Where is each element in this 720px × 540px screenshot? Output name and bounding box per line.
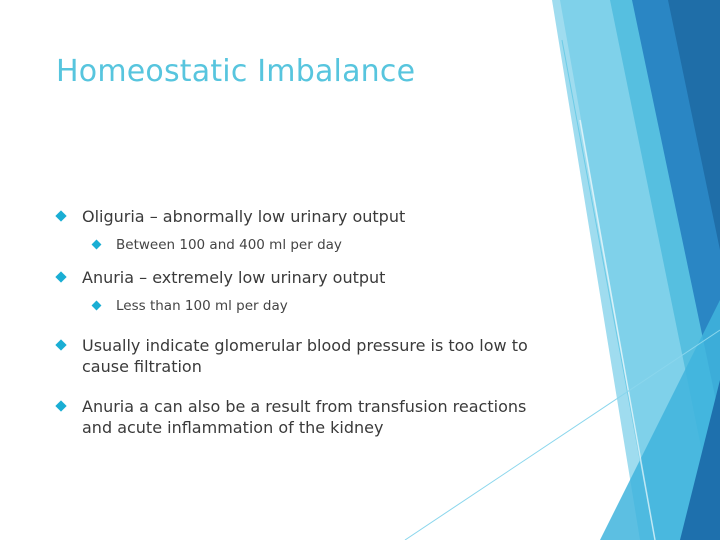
diamond-bullet-icon — [92, 301, 102, 311]
bullet-text: Between 100 and 400 ml per day — [116, 237, 342, 253]
bullet-text: Less than 100 ml per day — [116, 298, 288, 314]
bullet-list — [56, 206, 546, 438]
diamond-bullet-icon — [55, 339, 66, 350]
bullet-text: Anuria a can also be a result from transfusion reactions and acute inflammation of the kidney — [82, 397, 527, 437]
bullet-text: Oliguria – abnormally low urinary output — [82, 207, 406, 226]
bullet-text: Usually indicate glomerular blood pressure is too low to cause filtration — [82, 336, 528, 376]
bullet-anuria — [56, 267, 546, 288]
diamond-bullet-icon — [55, 210, 66, 221]
bullet-anuria-causes — [56, 396, 546, 438]
bullet-oliguria — [56, 206, 546, 227]
slide-title: Homeostatic Imbalance — [56, 54, 416, 89]
diamond-bullet-icon — [55, 400, 66, 411]
sub-bullet-anuria-range — [56, 297, 546, 316]
diamond-bullet-icon — [92, 240, 102, 250]
sub-bullet-oliguria-range — [56, 236, 546, 255]
bullet-text: Anuria – extremely low urinary output — [82, 268, 386, 287]
diamond-bullet-icon — [55, 271, 66, 282]
bullet-glomerular-pressure — [56, 335, 546, 377]
